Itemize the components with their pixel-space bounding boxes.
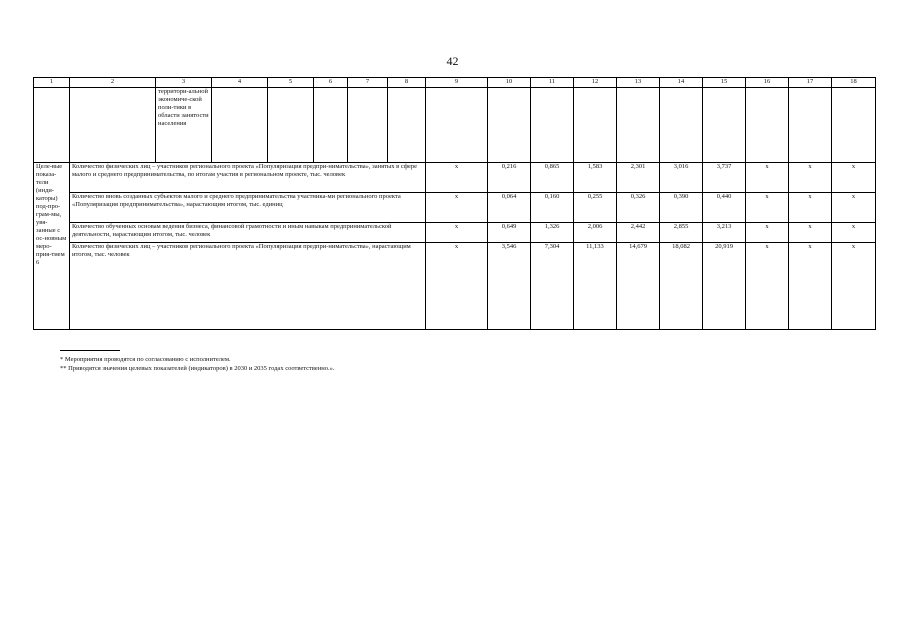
value-cell: x <box>746 163 789 193</box>
empty-cell <box>34 88 70 163</box>
value-cell: 3,016 <box>660 163 703 193</box>
table-row <box>34 223 876 243</box>
value-cell: 20,919 <box>703 243 746 330</box>
empty-cell <box>426 88 488 163</box>
value-cell: x <box>746 193 789 223</box>
empty-cell <box>268 88 314 163</box>
col-header: 4 <box>212 78 268 88</box>
value-cell: 3,546 <box>488 243 531 330</box>
empty-cell <box>703 88 746 163</box>
indicator-name: Количество физических лиц – участников регионального проекта «Популяризация предпри-нимательства», занятых в сфере малого и среднего предпринимательства, по итогам участия в региональном проекте, тыс. человек <box>70 163 426 193</box>
value-cell: 0,255 <box>574 193 617 223</box>
empty-cell <box>70 88 156 163</box>
group-label: Целе-вые показа-тели (инди-каторы) под-про-грам-мы, увя-занные с ос-новным меро-прия-тием 6 <box>34 163 70 330</box>
footnote: ** Приводятся значения целевых показателей (индикаторов) в 2030 и 2035 годах соответственно.». <box>60 365 335 372</box>
col-header: 8 <box>388 78 426 88</box>
value-cell: x <box>832 243 876 330</box>
value-cell: 2,855 <box>660 223 703 243</box>
value-cell: 1,326 <box>531 223 574 243</box>
value-cell: 0,064 <box>488 193 531 223</box>
col-header: 6 <box>314 78 348 88</box>
col-header: 13 <box>617 78 660 88</box>
empty-cell <box>574 88 617 163</box>
value-cell: x <box>789 223 832 243</box>
empty-cell <box>348 88 388 163</box>
value-cell: 0,390 <box>660 193 703 223</box>
empty-cell <box>660 88 703 163</box>
indicator-table <box>33 77 876 330</box>
col-header: 18 <box>832 78 876 88</box>
value-cell: 0,865 <box>531 163 574 193</box>
empty-cell <box>832 88 876 163</box>
empty-cell <box>746 88 789 163</box>
value-cell: x <box>832 223 876 243</box>
value-cell: x <box>832 193 876 223</box>
col-header: 15 <box>703 78 746 88</box>
value-cell: x <box>426 163 488 193</box>
value-cell: x <box>746 243 789 330</box>
value-cell: 0,326 <box>617 193 660 223</box>
value-cell: 7,304 <box>531 243 574 330</box>
footnote-divider <box>60 350 120 351</box>
table-row <box>34 163 876 193</box>
value-cell: 0,216 <box>488 163 531 193</box>
col-header: 3 <box>156 78 212 88</box>
indicator-name: Количество вновь созданных субъектов малого и среднего предпринимательства участника-ми регионального проекта «Популяризация предпринимательства», нарастающим итогом, тыс. единиц <box>70 193 426 223</box>
table-row <box>34 243 876 330</box>
value-cell: x <box>426 193 488 223</box>
col-header: 11 <box>531 78 574 88</box>
col-header: 9 <box>426 78 488 88</box>
value-cell: 3,737 <box>703 163 746 193</box>
col-header: 10 <box>488 78 531 88</box>
col-header: 7 <box>348 78 388 88</box>
value-cell: x <box>789 163 832 193</box>
continuation-row <box>34 88 876 163</box>
empty-cell <box>531 88 574 163</box>
col-header: 2 <box>70 78 156 88</box>
value-cell: 0,649 <box>488 223 531 243</box>
col-header: 12 <box>574 78 617 88</box>
value-cell: 14,679 <box>617 243 660 330</box>
value-cell: x <box>789 193 832 223</box>
table-row <box>34 193 876 223</box>
indicator-name: Количество обученных основам ведения бизнеса, финансовой грамотности и иным навыкам предпринимательской деятельности, нарастающим итогом, тыс. человек <box>70 223 426 243</box>
value-cell: 2,006 <box>574 223 617 243</box>
col-header: 1 <box>34 78 70 88</box>
value-cell: x <box>789 243 832 330</box>
empty-cell <box>212 88 268 163</box>
col-header: 17 <box>789 78 832 88</box>
column-number-header-row <box>34 78 876 88</box>
value-cell: x <box>426 223 488 243</box>
page-number: 42 <box>446 54 459 68</box>
indicator-name: Количество физических лиц – участников регионального проекта «Популяризация предпри-нимательства», нарастающим итогом, тыс. человек <box>70 243 426 330</box>
value-cell: 0,160 <box>531 193 574 223</box>
value-cell: 18,082 <box>660 243 703 330</box>
empty-cell <box>488 88 531 163</box>
col-header: 14 <box>660 78 703 88</box>
executor-cell: территори-альной экономиче-ской поли-тики в области занятости населения <box>156 88 212 163</box>
value-cell: 0,440 <box>703 193 746 223</box>
empty-cell <box>388 88 426 163</box>
empty-cell <box>314 88 348 163</box>
value-cell: x <box>426 243 488 330</box>
col-header: 5 <box>268 78 314 88</box>
value-cell: 2,442 <box>617 223 660 243</box>
col-header: 16 <box>746 78 789 88</box>
footnote: * Мероприятия проводятся по согласованию с исполнителем. <box>60 356 231 363</box>
empty-cell <box>789 88 832 163</box>
empty-cell <box>617 88 660 163</box>
value-cell: 1,583 <box>574 163 617 193</box>
value-cell: 3,213 <box>703 223 746 243</box>
value-cell: x <box>832 163 876 193</box>
value-cell: x <box>746 223 789 243</box>
value-cell: 11,133 <box>574 243 617 330</box>
footnotes <box>60 355 335 373</box>
value-cell: 2,301 <box>617 163 660 193</box>
